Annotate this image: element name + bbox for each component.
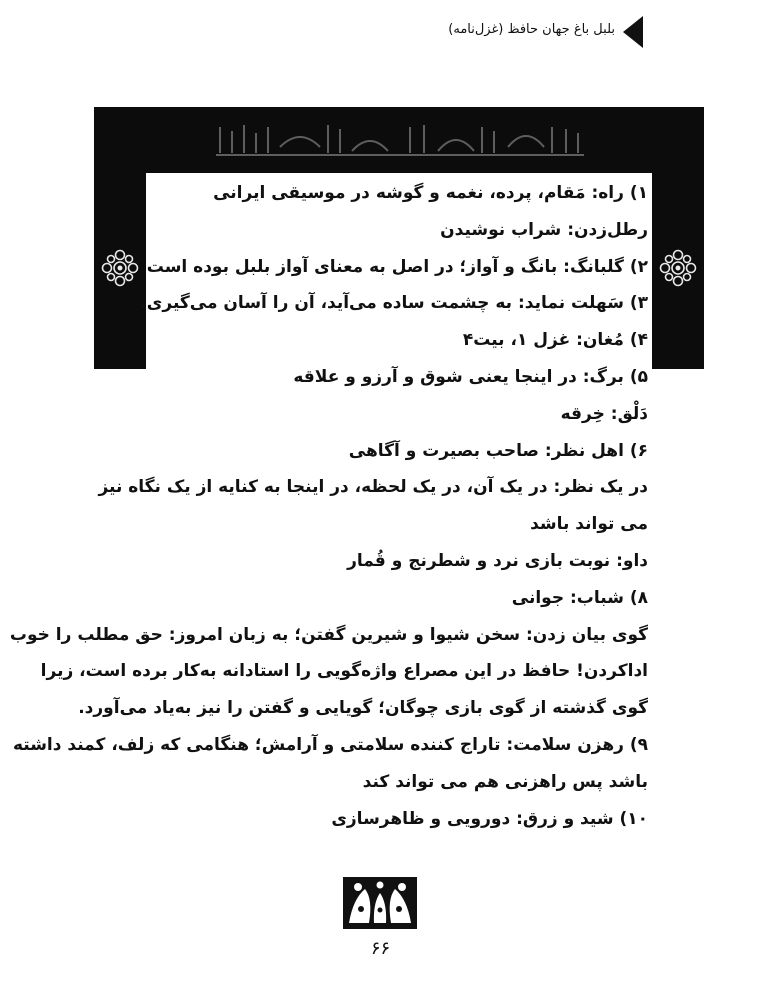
glossary-notes (9, 175, 648, 837)
note-line: در یک نظر: در یک آن، در یک لحظه، در اینجا به کنایه از یک نگاه نیز (98, 477, 648, 498)
decorative-emblem-icon (343, 877, 417, 929)
note-line: گوی گذشته از گوی بازی چوگان؛ گویایی و گفتن را نیز به‌یاد می‌آورد. (78, 698, 648, 719)
note-line: ۱۰) شید و زرق: دورویی و ظاهرسازی (331, 808, 648, 829)
note-line: رطل‌زدن: شراب نوشیدن (440, 219, 648, 240)
note-line: می تواند باشد (530, 514, 648, 535)
calligraphy-ornament-icon (210, 117, 590, 163)
note-line: گوی بیان زدن: سخن شیوا و شیرین گفتن؛ به زبان امروز: حق مطلب را خوب (9, 624, 648, 645)
frame-right-band (652, 107, 704, 369)
note-line: ۳) سَهلت نماید: به چشمت ساده می‌آید، آن را آسان می‌گیری. (140, 293, 648, 314)
note-line: ۵) برگ: در اینجا یعنی شوق و آرزو و علاقه (293, 366, 648, 387)
note-line: ۱) راه: مَقام، پرده، نغمه و گوشه در موسیقی ایرانی (213, 183, 648, 203)
right-rosette-icon (658, 248, 698, 288)
note-line: ۹) رهزن سلامت: تاراج کننده سلامتی و آرامش؛ هنگامی که زلف، کمند داشته (12, 734, 648, 755)
note-line: دَلْق: خِرقه (560, 403, 648, 424)
note-line: ۴) مُغان: غزل ۱، بیت۴ (462, 330, 648, 351)
header-title: بلبل باغ جهان حافظ (غزل‌نامه) (448, 22, 615, 37)
note-line: ۲) گلبانگ: بانگ و آواز؛ در اصل به معنای آواز بلبل بوده است (146, 256, 648, 277)
note-line: داو: نوبت بازی نرد و شطرنج و قُمار (347, 550, 648, 571)
note-line: اداکردن! حافظ در این مصراع واژه‌گویی را استادانه به‌کار برده است، زیرا (40, 661, 648, 682)
header-arrow-icon (623, 16, 643, 48)
page-number: ۶۶ (370, 938, 391, 959)
note-line: باشد پس راهزنی هم می تواند کند (362, 771, 648, 792)
note-line: ۶) اهل نظر: صاحب بصیرت و آگاهی (348, 440, 648, 461)
note-line: ۸) شباب: جوانی (511, 587, 648, 608)
